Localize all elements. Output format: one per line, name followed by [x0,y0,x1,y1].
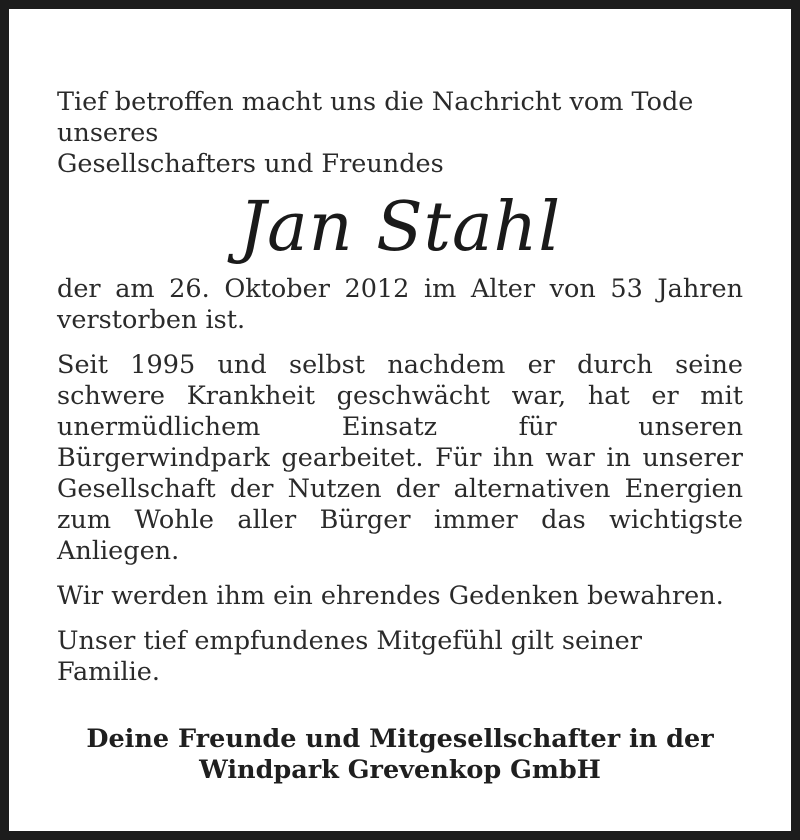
notice-content [57,87,743,786]
intro-line-2: Gesellschafters und Freundes [57,149,444,179]
death-date-text: der am 26. Oktober 2012 im Alter von 53 Jahren verstorben ist. [57,274,743,335]
signature-line-2: Windpark Grevenkop GmbH [199,755,601,785]
intro-line-1: Tief betroffen macht uns die Nachricht vom Tode unseres [57,87,694,148]
deceased-name: Jan Stahl [238,188,562,267]
condolence-text: Unser tief empfundenes Mitgefühl gilt seiner Familie. [57,626,642,687]
intro-text [57,87,743,180]
remembrance-text: Wir werden ihm ein ehrendes Gedenken bewahren. [57,581,724,611]
signature-line-1: Deine Freunde und Mitgesellschafter in der [86,724,714,754]
signature [57,724,743,786]
tribute-text: Seit 1995 und selbst nachdem er durch seine schwere Krankheit geschwächt war, hat er mit unermüdlichem Einsatz für unseren Bürgerwindpark gearbeitet. Für ihn war in unserer Gesellschaft der Nutzen der alternativen Energien zum Wohle aller Bürger immer das wichtigste Anliegen. [57,350,743,566]
